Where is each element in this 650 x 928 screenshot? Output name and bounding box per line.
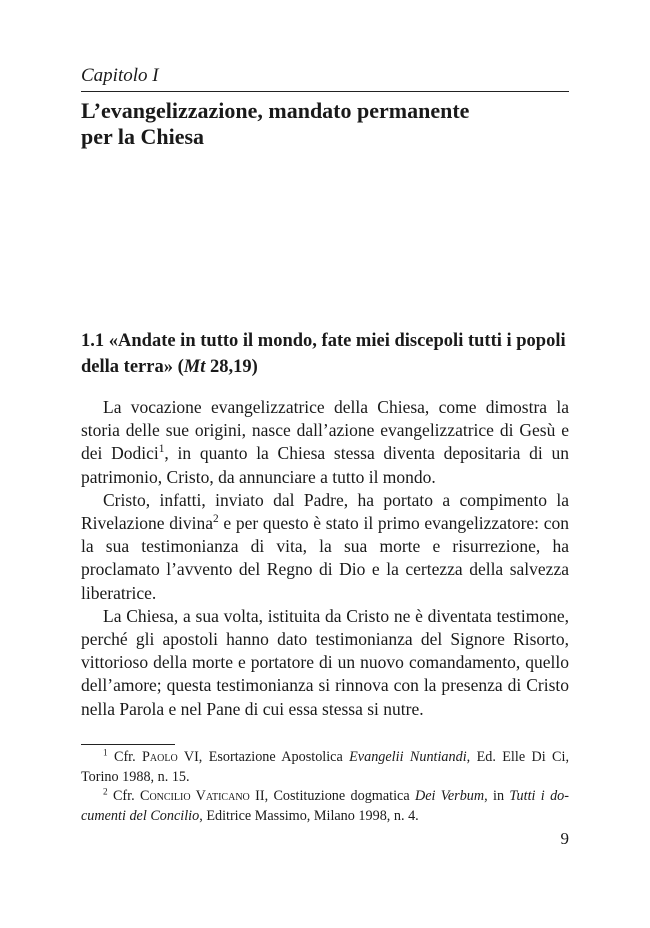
- footnote-1-title: Evangelii Nuntiandi: [349, 749, 467, 765]
- section-heading-text: «Andate in tutto il mondo, fate miei discepoli tutti i popoli della terra» (: [81, 331, 566, 377]
- chapter-header: [81, 64, 569, 150]
- footnote-1-number: 1: [103, 747, 108, 758]
- footnote-2: [81, 787, 569, 826]
- paragraph-2-text-a: Cristo, infatti, inviato dal Padre, ha portato a compimento la Rivelazione divina: [81, 489, 569, 534]
- footnote-1-text-c: , Ed. Elle Di Ci, Torino 1988, n. 15.: [81, 749, 570, 785]
- footnote-1: [81, 748, 569, 787]
- section-heading: [81, 328, 569, 380]
- chapter-title-line-2: per la Chiesa: [81, 124, 205, 149]
- footnote-1-text-a: Cfr.: [107, 749, 143, 765]
- paragraph-1: [81, 396, 569, 489]
- body-text: [81, 396, 569, 721]
- footnote-ref-2[interactable]: 2: [213, 513, 219, 526]
- paragraph-2-text-b: e per questo è stato il primo evangelizzatore: con la sua testimonianza di vita, la sua morte e risurrezione, ha proclamato l’avvento del Regno di Dio e la certezza della salvezza liberatrice.: [81, 513, 569, 603]
- chapter-title-line-1: L’evangelizzazione, mandato permanente: [81, 98, 470, 123]
- footnote-1-text-b: VI, Esortazione Apostolica: [177, 749, 350, 765]
- footnote-2-number: 2: [103, 786, 108, 797]
- paragraph-2: [81, 489, 569, 605]
- footnote-2-text-d: , Editrice Massimo, Milano 1998, n. 4.: [199, 807, 419, 824]
- footnote-2-title-2: Tutti i documenti del Concilio: [81, 788, 569, 824]
- footnote-2-text-c: , in: [484, 788, 510, 804]
- page-number: 9: [560, 829, 569, 848]
- footnote-2-author: Concilio Vaticano: [139, 788, 250, 804]
- footnote-ref-1[interactable]: 1: [158, 443, 165, 456]
- footnote-divider: [81, 744, 175, 745]
- footnote-2-text-b: II, Costituzione dogmatica: [249, 788, 415, 804]
- paragraph-1-text-a: La vocazione evangelizzatrice della Chiesa, come dimostra la storia delle sue origini, nasce dall’azione evangelizzatrice di Gesù e dei Dodici: [81, 397, 569, 464]
- paragraph-3: La Chiesa, a sua volta, istituita da Cristo ne è diventata testimone, perché gli apostoli hanno dato testimonianza del Signore Risorto, vittorioso della morte e portatore di un nuovo comandamento, quello dell’amore; questa testimonianza si rinnova con la presenza di Cristo nella Parola e nel Pane di cui essa stessa si nutre.: [81, 605, 569, 719]
- section-number: 1.1: [81, 331, 105, 351]
- paragraph-1-text-b: , in quanto la Chiesa stessa diventa depositaria di un patrimonio, Cristo, da annunciare a tutto il mondo.: [81, 443, 569, 487]
- footnote-2-title: Dei Verbum: [414, 788, 485, 804]
- section-heading-verse: 28,19): [205, 357, 258, 377]
- scripture-reference: Mt: [183, 357, 206, 377]
- chapter-label: Capitolo I: [81, 64, 569, 92]
- footnotes: [81, 748, 569, 826]
- footnote-2-text-a: Cfr.: [107, 788, 140, 804]
- chapter-title: [81, 98, 569, 150]
- footnote-1-author: Paolo: [142, 749, 178, 765]
